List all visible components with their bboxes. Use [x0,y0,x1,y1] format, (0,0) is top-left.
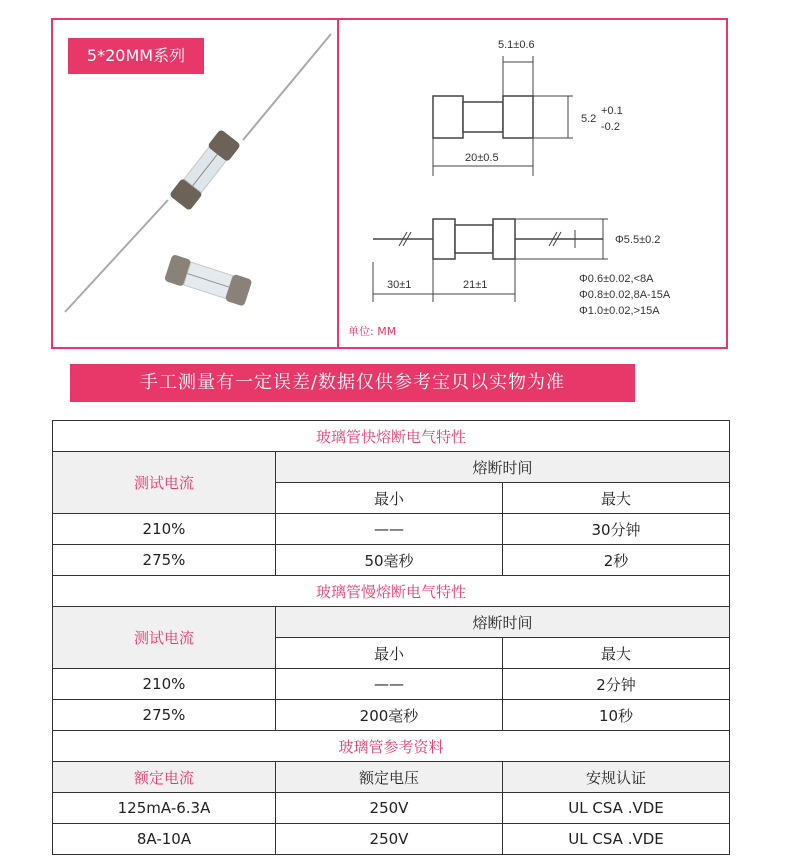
dim-lead-length: 30±1 [387,279,412,291]
table-row: 210% —— 30分钟 [53,514,730,545]
slow-fuse-time-header: 熔断时间 [276,607,730,638]
wire-note-2: Φ0.8±0.02,8A-15A [579,289,671,301]
dimension-drawing-bottom [353,202,723,332]
spec-table [52,420,730,855]
wire-note-3: Φ1.0±0.02,>15A [579,305,660,317]
slow-title: 玻璃管慢熔断电气特性 [53,576,730,607]
fast-title: 玻璃管快熔断电气特性 [53,421,730,452]
unit-label: 单位: MM [348,325,397,338]
product-image-frame [51,18,728,349]
dimension-drawing-top [403,26,663,186]
slow-test-current-header: 测试电流 [53,607,276,669]
dim-top-width: 5.1±0.6 [498,39,535,51]
table-row: 210% —— 2分钟 [53,669,730,700]
slow-max-header: 最大 [503,638,730,669]
ref-header-current: 额定电流 [53,762,276,793]
fast-max-header: 最大 [503,483,730,514]
wire-note-1: Φ0.6±0.02,<8A [579,273,654,285]
dim-body-length: 21±1 [463,279,488,291]
fast-min-header: 最小 [276,483,503,514]
table-row: 8A-10A 250V UL CSA .VDE [53,824,730,855]
table-row: 275% 200毫秒 10秒 [53,700,730,731]
ref-header-cert: 安规认证 [503,762,730,793]
dim-length: 20±0.5 [465,152,499,164]
fast-test-current-header: 测试电流 [53,452,276,514]
dim-diameter: Φ5.5±0.2 [615,234,661,246]
slow-min-header: 最小 [276,638,503,669]
dim-height-plus: +0.1 [601,105,623,117]
series-badge: 5*20MM系列 [68,38,204,74]
fast-fuse-time-header: 熔断时间 [276,452,730,483]
ref-header-voltage: 额定电压 [276,762,503,793]
dim-height-base: 5.2 [581,113,597,125]
table-row: 125mA-6.3A 250V UL CSA .VDE [53,793,730,824]
ref-title: 玻璃管参考资料 [53,731,730,762]
table-row: 275% 50毫秒 2秒 [53,545,730,576]
dim-height-minus: -0.2 [601,121,620,133]
disclaimer-banner: 手工测量有一定误差/数据仅供参考宝贝以实物为准 [70,364,635,402]
frame-divider [337,20,339,347]
